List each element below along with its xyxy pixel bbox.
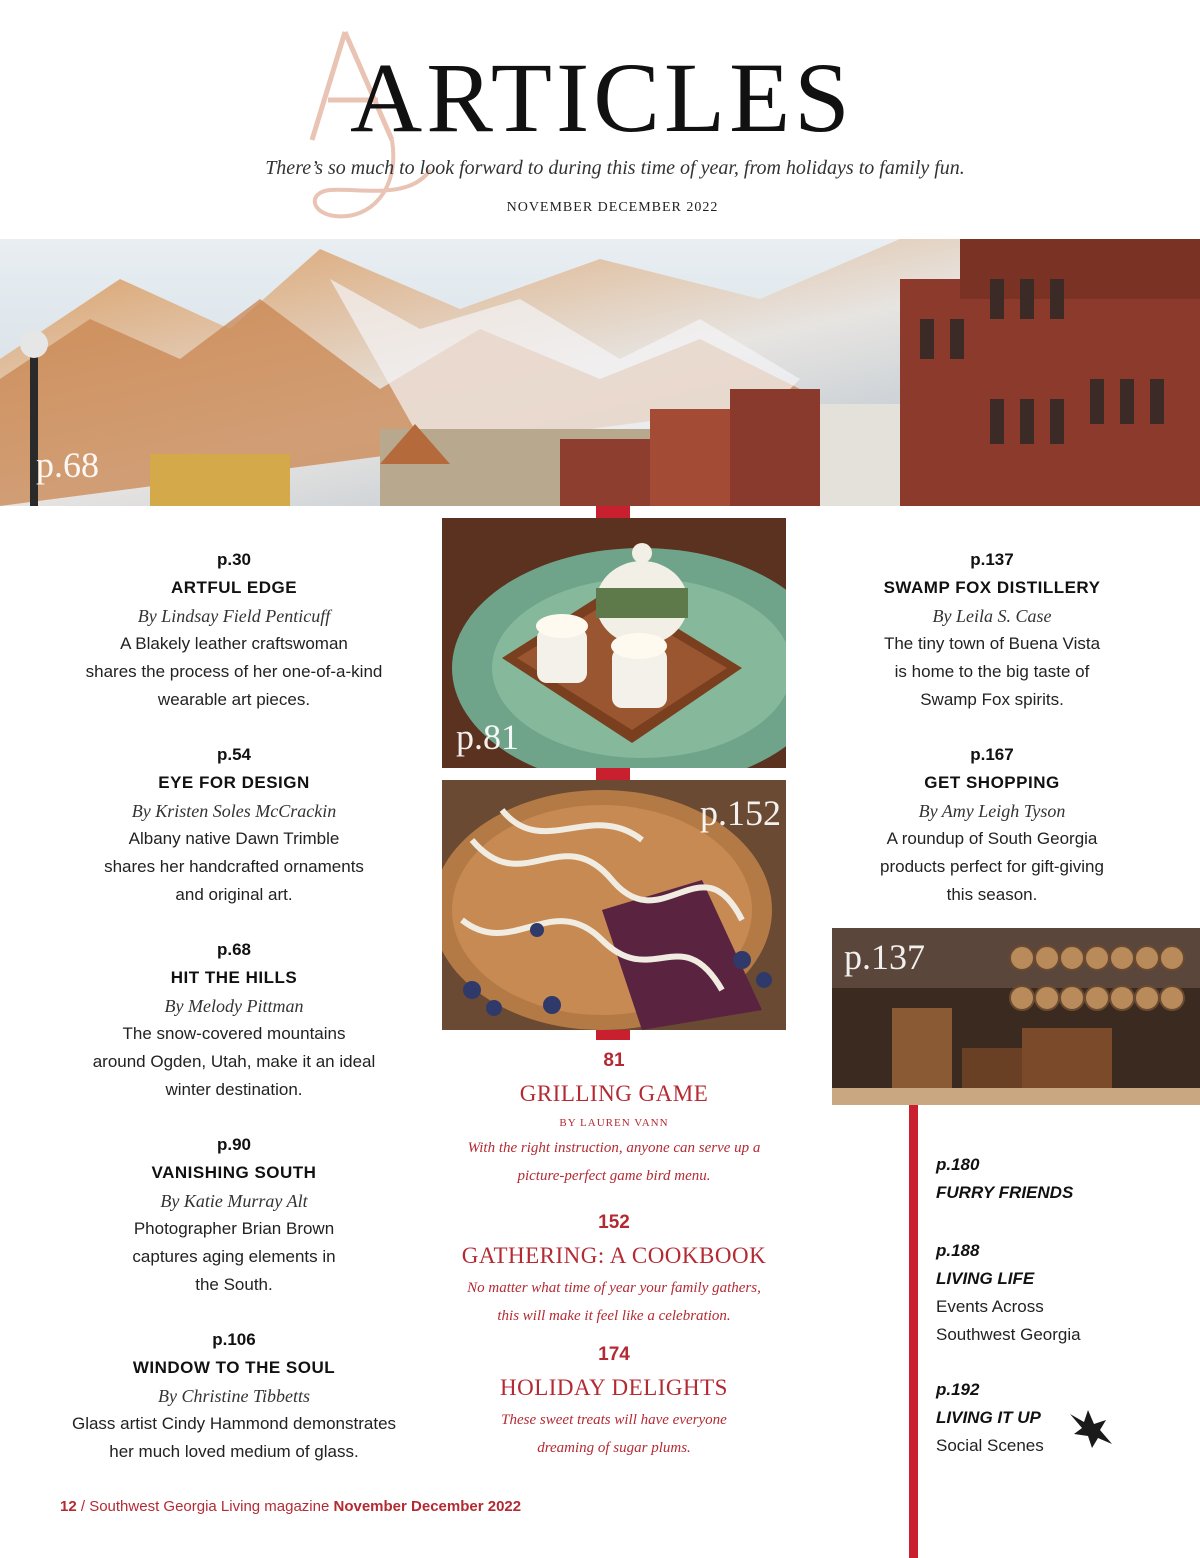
mini-page: p.180 bbox=[936, 1155, 980, 1174]
feature-desc-line: No matter what time of year your family gathers, bbox=[467, 1280, 761, 1296]
feature-title: GRILLING GAME bbox=[519, 1081, 709, 1106]
article-desc-line: Photographer Brian Brown bbox=[133, 1219, 335, 1238]
article-window-to-the-soul bbox=[34, 1326, 434, 1466]
red-vertical-rule bbox=[909, 1105, 918, 1558]
article-title: VANISHING SOUTH bbox=[151, 1163, 317, 1182]
feature-title: HOLIDAY DELIGHTS bbox=[500, 1375, 728, 1400]
article-desc-line: winter destination. bbox=[165, 1080, 303, 1099]
article-desc-line: the South. bbox=[195, 1275, 273, 1294]
footer-issue: November December 2022 bbox=[333, 1498, 522, 1515]
mini-title: LIVING LIFE bbox=[936, 1269, 1035, 1288]
article-desc-line: captures aging elements in bbox=[132, 1247, 336, 1266]
article-desc-line: this season. bbox=[946, 885, 1038, 904]
article-desc-line: A Blakely leather craftswoman bbox=[120, 634, 348, 653]
article-desc-line: is home to the big taste of bbox=[894, 662, 1090, 681]
tea-page-tag: p.81 bbox=[456, 717, 519, 757]
article-title: WINDOW TO THE SOUL bbox=[132, 1358, 336, 1377]
cake-page-tag: p.152 bbox=[700, 793, 781, 833]
mini-page: p.188 bbox=[936, 1241, 980, 1260]
article-get-shopping bbox=[792, 741, 1192, 909]
feature-desc-line: picture-perfect game bird menu. bbox=[517, 1168, 711, 1184]
distillery-photo bbox=[832, 928, 1200, 1105]
article-desc-line: Swamp Fox spirits. bbox=[920, 690, 1064, 709]
article-page: p.137 bbox=[970, 550, 1014, 569]
bird-icon bbox=[1066, 1404, 1114, 1452]
article-page: p.68 bbox=[216, 940, 252, 959]
article-desc-line: The tiny town of Buena Vista bbox=[883, 634, 1101, 653]
red-tab-bottom bbox=[596, 1030, 630, 1040]
article-desc-line: shares the process of her one-of-a-kind bbox=[85, 662, 383, 681]
article-desc-line: products perfect for gift-giving bbox=[880, 857, 1104, 876]
article-desc-line: and original art. bbox=[175, 885, 293, 904]
feature-desc-line: dreaming of sugar plums. bbox=[537, 1440, 691, 1456]
article-desc-line: shares her handcrafted ornaments bbox=[104, 857, 364, 876]
feature-number: 174 bbox=[598, 1344, 630, 1365]
article-swamp-fox-distillery bbox=[792, 546, 1192, 714]
mini-desc-line: Southwest Georgia bbox=[936, 1325, 1081, 1344]
red-tab-middle bbox=[596, 768, 630, 780]
feature-desc-line: With the right instruction, anyone can serve up a bbox=[467, 1140, 761, 1156]
article-desc-line: wearable art pieces. bbox=[157, 690, 311, 709]
footer-publication: / Southwest Georgia Living magazine bbox=[76, 1498, 334, 1515]
feature-grilling-game bbox=[440, 1046, 788, 1190]
article-desc-line: The snow-covered mountains bbox=[122, 1024, 346, 1043]
feature-byline: BY LAUREN VANN bbox=[559, 1117, 669, 1129]
article-desc-line: Albany native Dawn Trimble bbox=[128, 829, 340, 848]
article-title: ARTFUL EDGE bbox=[170, 578, 298, 597]
article-title: SWAMP FOX DISTILLERY bbox=[883, 578, 1101, 597]
article-desc-line: A roundup of South Georgia bbox=[886, 829, 1098, 848]
article-byline: By Christine Tibbetts bbox=[157, 1386, 310, 1406]
page-footer bbox=[60, 1498, 521, 1515]
mini-desc-line: Social Scenes bbox=[936, 1436, 1044, 1455]
feature-gathering-cookbook bbox=[440, 1208, 788, 1330]
article-byline: By Katie Murray Alt bbox=[160, 1191, 308, 1211]
article-title: HIT THE HILLS bbox=[170, 968, 298, 987]
article-vanishing-south bbox=[34, 1131, 434, 1299]
article-eye-for-design bbox=[34, 741, 434, 909]
footer-page-number: 12 bbox=[60, 1498, 77, 1515]
article-artful-edge bbox=[34, 546, 434, 714]
article-desc-line: her much loved medium of glass. bbox=[109, 1442, 359, 1461]
article-page: p.167 bbox=[970, 745, 1014, 764]
cake-photo bbox=[442, 780, 786, 1030]
article-hit-the-hills bbox=[34, 936, 434, 1104]
mini-title: LIVING IT UP bbox=[936, 1408, 1041, 1427]
feature-desc-line: These sweet treats will have everyone bbox=[501, 1412, 727, 1428]
red-tab-top bbox=[596, 506, 630, 518]
article-byline: By Leila S. Case bbox=[932, 606, 1052, 626]
issue-label: NOVEMBER DECEMBER 2022 bbox=[506, 200, 719, 215]
feature-number: 152 bbox=[598, 1212, 630, 1233]
hero-page-tag: p.68 bbox=[36, 445, 99, 485]
article-page: p.106 bbox=[212, 1330, 256, 1349]
mini-item-furry-friends bbox=[936, 1151, 1136, 1207]
page-title: ARTICLES bbox=[350, 42, 854, 153]
article-byline: By Lindsay Field Penticuff bbox=[137, 606, 331, 626]
feature-holiday-delights bbox=[440, 1340, 788, 1462]
article-byline: By Melody Pittman bbox=[164, 996, 304, 1016]
article-page: p.90 bbox=[216, 1135, 252, 1154]
hero-photo-mountains bbox=[0, 239, 1200, 506]
feature-number: 81 bbox=[603, 1050, 625, 1071]
article-desc-line: around Ogden, Utah, make it an ideal bbox=[92, 1052, 376, 1071]
article-title: GET SHOPPING bbox=[924, 773, 1060, 792]
feature-title: GATHERING: A COOKBOOK bbox=[461, 1243, 767, 1268]
article-page: p.30 bbox=[216, 550, 252, 569]
article-title: EYE FOR DESIGN bbox=[158, 773, 310, 792]
article-byline: By Amy Leigh Tyson bbox=[918, 801, 1066, 821]
article-page: p.54 bbox=[216, 745, 252, 764]
tea-tray-photo bbox=[442, 518, 786, 768]
mini-title: FURRY FRIENDS bbox=[936, 1183, 1074, 1202]
mini-item-living-life bbox=[936, 1237, 1136, 1349]
article-byline: By Kristen Soles McCrackin bbox=[131, 801, 337, 821]
mini-desc-line: Events Across bbox=[936, 1297, 1044, 1316]
feature-desc-line: this will make it feel like a celebration. bbox=[497, 1308, 731, 1324]
article-desc-line: Glass artist Cindy Hammond demonstrates bbox=[71, 1414, 397, 1433]
distillery-page-tag: p.137 bbox=[844, 937, 925, 977]
page-tagline: There’s so much to look forward to during this time of year, from holidays to family fun. bbox=[265, 157, 965, 179]
mini-page: p.192 bbox=[936, 1380, 980, 1399]
